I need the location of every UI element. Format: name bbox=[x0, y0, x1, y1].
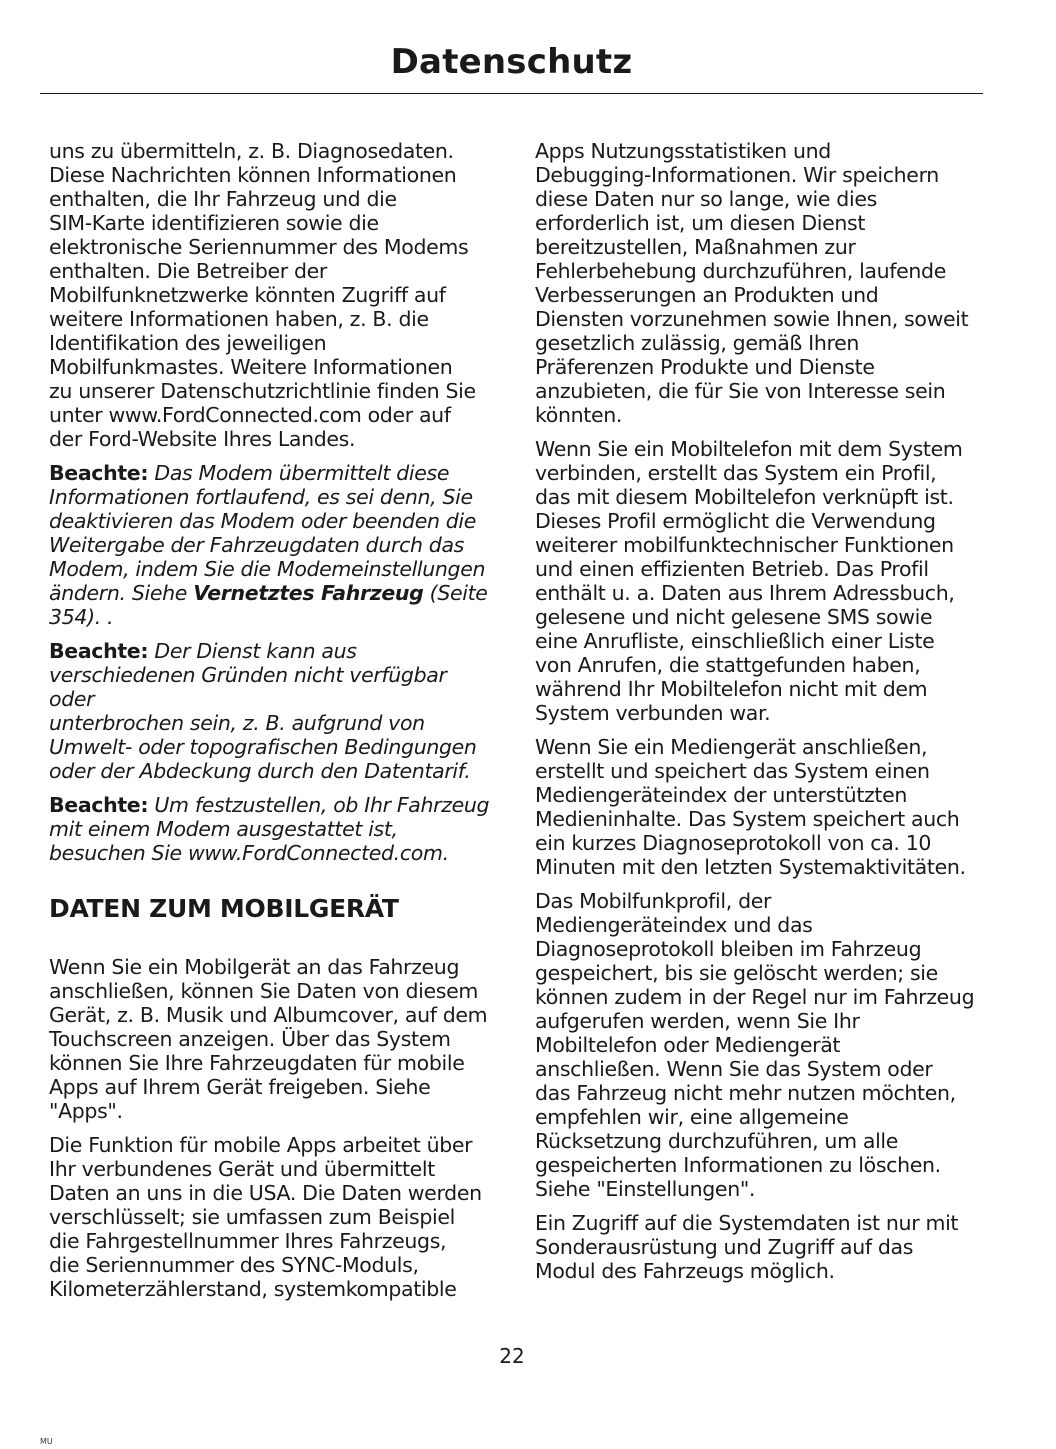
paragraph: Die Funktion für mobile Apps arbeitet über Ihr verbundenes Gerät und übermittelt Daten an uns in die USA. Die Daten werden verschlüsselt; sie umfassen zum Beispiel die Fahrgestellnummer Ihres Fahrzeugs, die Seriennummer des SYNC-Moduls, Kilometerzählerstand, systemkompatible bbox=[49, 1133, 482, 1301]
paragraph: Das Mobilfunkprofil, der Mediengeräteindex und das Diagnoseprotokoll bleiben im Fahrzeug gespeichert, bis sie gelöscht werden; sie können zudem in der Regel nur im Fahrzeug aufgerufen werden, wenn Sie Ihr Mobiltelefon oder Mediengerät anschließen. Wenn Sie das System oder das Fahrzeug nicht mehr nutzen möchten, empfehlen wir, eine allgemeine Rücksetzung durchzuführen, um alle gespeicherten Informationen zu löschen. Siehe "Einstellungen". bbox=[535, 889, 975, 1201]
paragraph: uns zu übermitteln, z. B. Diagnosedaten. Diese Nachrichten können Informationen enthalten, die Ihr Fahrzeug und die SIM-Karte identifizieren sowie die elektronische Seriennummer des Modems enthalten. Die Betreiber der Mobilfunknetzwerke könnten Zugriff auf weitere Informationen haben, z. B. die Identifikation des jeweiligen Mobilfunkmastes. Weitere Informationen zu unserer Datenschutzrichtlinie finden Sie unter www.FordConnected.com oder auf der Ford-Website Ihres Landes. bbox=[49, 139, 476, 451]
note-label: Beachte: bbox=[49, 793, 149, 817]
note-label: Beachte: bbox=[49, 639, 149, 663]
page-title: Datenschutz bbox=[390, 42, 633, 82]
left-column bbox=[49, 139, 496, 1311]
note bbox=[49, 793, 496, 865]
page-number: 22 bbox=[499, 1344, 525, 1368]
paragraph: Wenn Sie ein Mobilgerät an das Fahrzeug anschließen, können Sie Daten von diesem Gerät, z. B. Musik und Albumcover, auf dem Touchscreen anzeigen. Über das System können Sie Ihre Fahrzeugdaten für mobile Apps auf Ihrem Gerät freigeben. Siehe "Apps". bbox=[49, 955, 488, 1123]
note-text: Der Dienst kann aus verschiedenen Gründen nicht verfügbar oder unterbrochen sein, z. B. aufgrund von Umwelt- oder topografischen Bedingungen oder der Abdeckung durch den Datentarif. bbox=[49, 639, 477, 783]
note bbox=[49, 639, 496, 783]
note-text-tail: (Seite 354). . bbox=[49, 581, 488, 629]
paragraph: Wenn Sie ein Mediengerät anschließen, erstellt und speichert das System einen Mediengeräteindex der unterstützten Medieninhalte. Das System speichert auch ein kurzes Diagnoseprotokoll von ca. 10 Minuten mit den letzten Systemaktivitäten. bbox=[535, 735, 966, 879]
note-label: Beachte: bbox=[49, 461, 149, 485]
paragraph: Apps Nutzungsstatistiken und Debugging-Informationen. Wir speichern diese Daten nur so lange, wie dies erforderlich ist, um diesen Dienst bereitzustellen, Maßnahmen zur Fehlerbehebung durchzuführen, laufende Verbesserungen an Produkten und Diensten vorzunehmen sowie Ihnen, soweit gesetzlich zulässig, gemäß Ihren Präferenzen Produkte und Dienste anzubieten, die für Sie von Interesse sein könnten. bbox=[535, 139, 969, 427]
paragraph: Ein Zugriff auf die Systemdaten ist nur mit Sonderausrüstung und Zugriff auf das Modul des Fahrzeugs möglich. bbox=[535, 1211, 959, 1283]
header-divider bbox=[40, 93, 983, 94]
right-column bbox=[535, 139, 982, 1293]
paragraph: Wenn Sie ein Mobiltelefon mit dem System verbinden, erstellt das System ein Profil, das mit diesem Mobiltelefon verknüpft ist. Dieses Profil ermöglicht die Verwendung weiterer mobilfunktechnischer Funktionen und einen effizienten Betrieb. Das Profil enthält u. a. Daten aus Ihrem Adressbuch, gelesene und nicht gelesene SMS sowie eine Anrufliste, einschließlich einer Liste von Anrufen, die stattgefunden haben, während Ihr Mobiltelefon nicht mit dem System verbunden war. bbox=[535, 437, 963, 725]
note bbox=[49, 461, 496, 629]
section-heading: DATEN ZUM MOBILGERÄT bbox=[49, 894, 399, 923]
footer-code: MU bbox=[40, 1437, 53, 1446]
cross-reference-link[interactable]: Vernetztes Fahrzeug bbox=[193, 581, 424, 605]
note-text: Das Modem übermittelt diese Informationen fortlaufend, es sei denn, Sie deaktivieren das Modem oder beenden die Weitergabe der Fahrzeugdaten durch das Modem, indem Sie die Modemeinstellungen ändern. Siehe bbox=[49, 461, 486, 605]
note-text: Um festzustellen, ob Ihr Fahrzeug mit einem Modem ausgestattet ist, besuchen Sie www.FordConnected.com. bbox=[49, 793, 490, 865]
